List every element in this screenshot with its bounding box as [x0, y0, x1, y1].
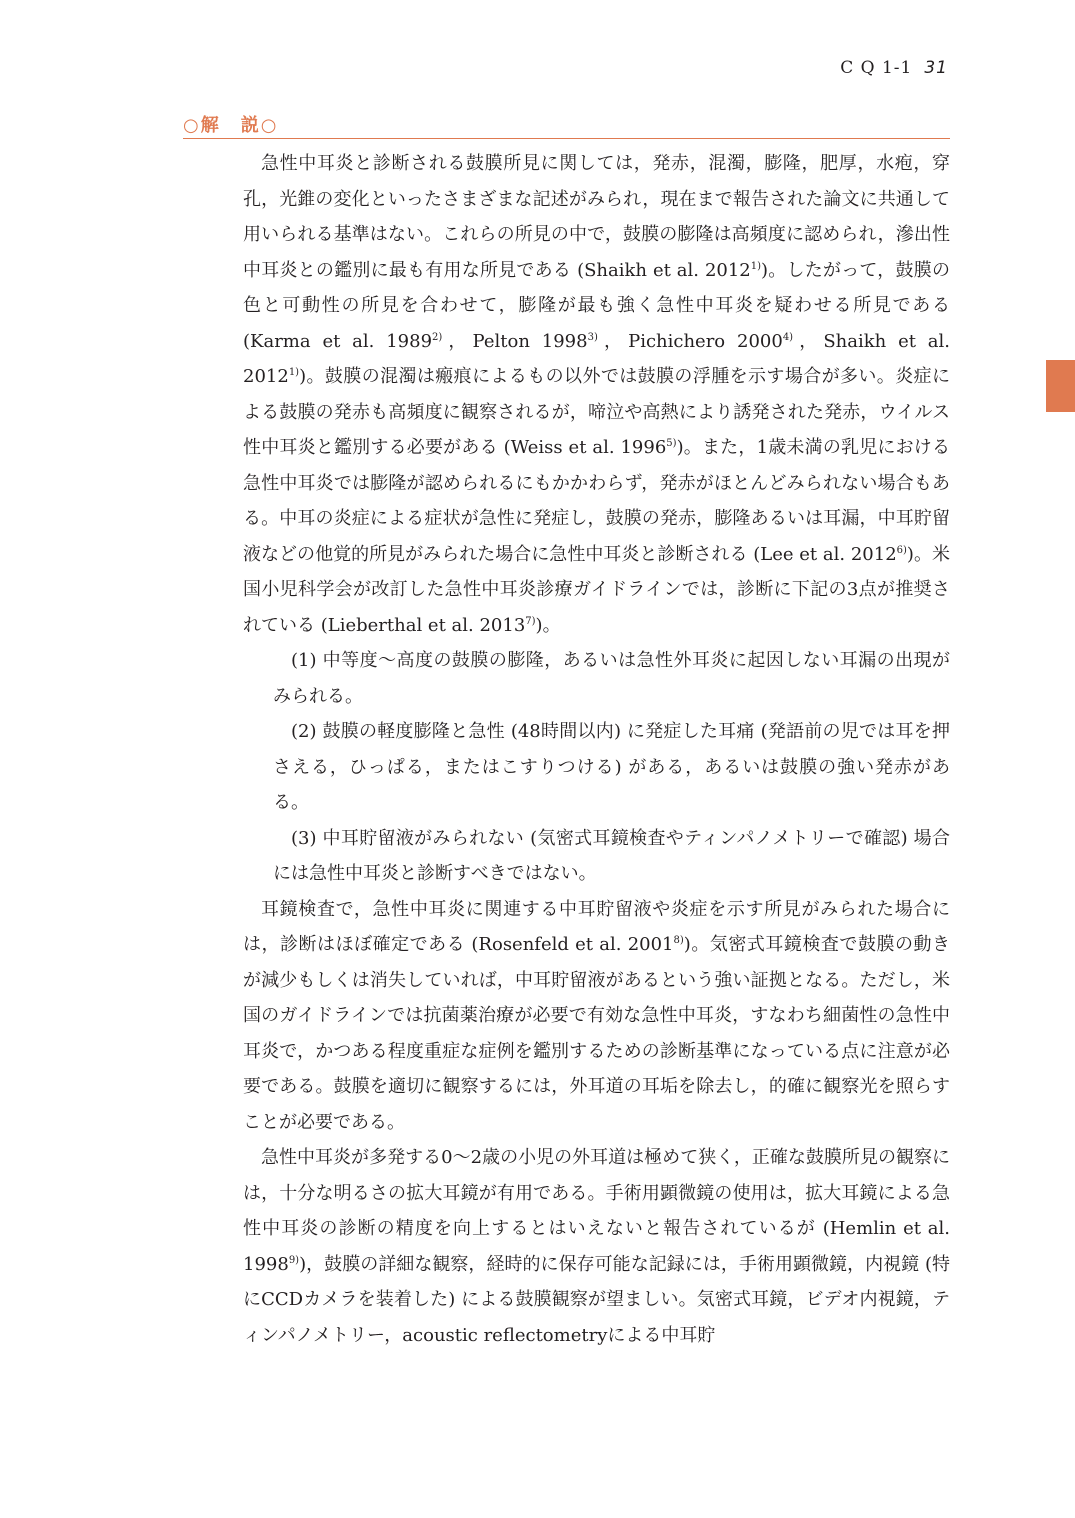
section-title: ○解 説○	[183, 114, 950, 139]
citation-ref: 9)	[288, 1254, 300, 1266]
text-run: ，Shaikh et al. 2012	[243, 330, 951, 387]
text-run: )，鼓膜の詳細な観察，経時的に保存可能な記録には，手術用顕微鏡，内視鏡 (特にCCDカメラを装着した) による鼓膜観察が望ましい。気密式耳鏡，ビデオ内視鏡，ティンパノメトリー，acoustic reflectometryによる中耳貯	[243, 1253, 950, 1346]
text-run: ，Pichichero 2000	[597, 330, 783, 352]
paragraph-2	[243, 892, 950, 1141]
citation-ref: 5)	[666, 438, 677, 449]
citation-ref: 7)	[525, 615, 536, 627]
text-run: ，Pelton 1998	[442, 330, 588, 352]
citation-ref: 3)	[587, 331, 598, 343]
chapter-tab	[1046, 360, 1075, 412]
text-run: )。したがって，鼓膜の色と可動性の所見を合わせて，膨隆が最も強く急性中耳炎を疑わせる所見である (Karma et al. 1989	[243, 259, 950, 352]
text-run: )。鼓膜の混濁は瘢痕によるもの以外では鼓膜の浮腫を示す場合が多い。炎症による鼓膜の発赤も高頻度に観察されるが，啼泣や高熱により誘発された発赤，ウイルス性中耳炎と鑑別する必要がある (Weiss et al. 1996	[243, 366, 950, 458]
list-item: (1) 中等度～高度の鼓膜の膨隆，あるいは急性外耳炎に起因しない耳漏の出現がみられる。	[273, 650, 950, 707]
body-text	[243, 146, 950, 1353]
text-run: 耳鏡検査で，急性中耳炎に関連する中耳貯留液や炎症を示す所見がみられた場合には，診断はほぼ確定である (Rosenfeld et al. 2001	[243, 898, 950, 955]
text-run: )。また，1歳未満の乳児における急性中耳炎では膨隆が認められるにもかかわらず，発赤がほとんどみられない場合もある。中耳の炎症による症状が急性に発症し，鼓膜の発赤，膨隆あるいは耳漏，中耳貯留液などの他覚的所見がみられた場合に急性中耳炎と診断される (Lee et al. 2012	[243, 437, 950, 565]
citation-ref: 4)	[782, 331, 794, 343]
citation-ref: 2)	[432, 331, 443, 343]
list-item: (3) 中耳貯留液がみられない (気密式耳鏡検査やティンパノメトリーで確認) 場合には急性中耳炎と診断すべきではない。	[273, 827, 950, 884]
section-code: C Q 1-1	[840, 58, 913, 78]
citation-ref: 1)	[288, 367, 300, 378]
text-run: )。	[535, 614, 561, 636]
text-run: 急性中耳炎と診断される鼓膜所見に関しては，発赤，混濁，膨隆，肥厚，水疱，穿孔，光錐の変化といったさまざまな記述がみられ，現在まで報告された論文に共通して用いられる基準はない。これらの所見の中で，鼓膜の膨隆は高頻度に認められ，滲出性中耳炎との鑑別に最も有用な所見である (Shaikh et al. 2012	[243, 153, 950, 281]
citation-ref: 8)	[673, 935, 684, 946]
text-run: )。米国小児科学会が改訂した急性中耳炎診療ガイドラインでは，診断に下記の3点が推奨されている (Lieberthal et al. 2013	[243, 543, 950, 636]
text-run: )。気密式耳鏡検査で鼓膜の動きが減少もしくは消失していれば，中耳貯留液があるという強い証拠となる。ただし，米国のガイドラインでは抗菌薬治療が必要で有効な急性中耳炎，すなわち細菌性の急性中耳炎で，かつある程度重症な症例を鑑別するための診断基準になっている点に注意が必要である。鼓膜を適切に観察するには，外耳道の耳垢を除去し，的確に観察光を照らすことが必要である。	[243, 934, 950, 1133]
page-number: 31	[924, 58, 948, 78]
list-item: (2) 鼓膜の軽度膨隆と急性 (48時間以内) に発症した耳痛 (発語前の児では耳を押さえる，ひっぱる，またはこすりつける) がある，あるいは鼓膜の強い発赤がある。	[273, 721, 950, 813]
citation-ref: 6)	[896, 544, 907, 556]
citation-ref: 1)	[750, 260, 762, 272]
paragraph-3	[243, 1140, 950, 1353]
running-header	[840, 58, 948, 78]
paragraph-1	[243, 146, 950, 643]
text-run: 急性中耳炎が多発する0～2歳の小児の外耳道は極めて狭く，正確な鼓膜所見の観察には，十分な明るさの拡大耳鏡が有用である。手術用顕微鏡の使用は，拡大耳鏡による急性中耳炎の診断の精度を向上するとはいえないと報告されているが (Hemlin et al. 1998	[243, 1147, 950, 1275]
